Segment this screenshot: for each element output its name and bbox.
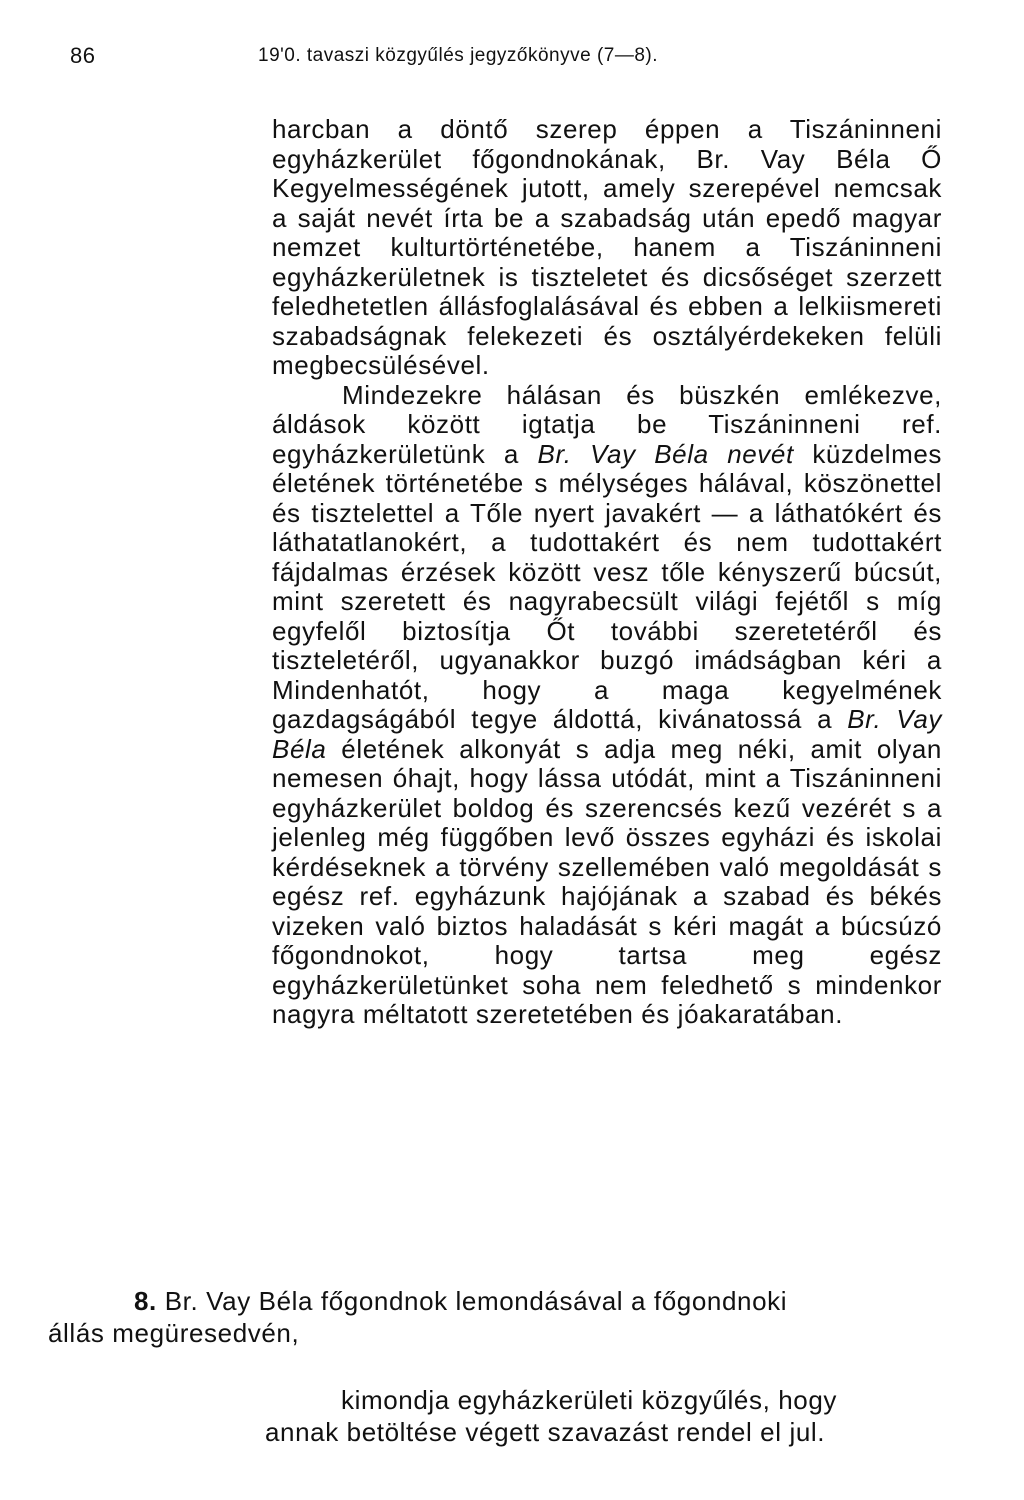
name-italic-2: Br. Vay Béla xyxy=(272,704,942,764)
resolution-line-2: annak betöltése végett szavazást rendel el jul. xyxy=(265,1417,826,1447)
paragraph-2-part-a: Mindezekre hálásan és büszkén emlékezve, áldások között igtatja be Tiszáninneni ref. egyházkerületünk a xyxy=(272,379,942,469)
section-8-line-2: állás megüresedvén, xyxy=(48,1318,300,1348)
paragraph-2-part-e: életének alkonyát s adja meg néki, amit olyan nemesen óhajt, hogy lássa utódát, mint a Tiszáninneni egyházkerület boldog és szerencsés kezű vezérét s a jelenleg még függőben levő összes egyházi és iskolai kérdéseknek a törvény szellemében való megoldását s egész ref. egyházunk hajójának a szabad és békés vizeken való biztos haladását s kéri magát a búcsúzó főgondnokot, hogy tartsa meg egész egyházkerületünket soha nem feledhető s mindenkor nagyra méltatott szeretetében és jóakaratában. xyxy=(272,733,942,1029)
paragraph-1: harcban a döntő szerep éppen a Tiszáninneni egyházkerület főgondnokának, Br. Vay Béla Ő Kegyelmességének jutott, amely szerepével nemcsak a saját nevét írta be a szabadság után epedő magyar nemzet kulturtörténetébe, hanem a Tiszáninneni egyházkerületnek is tiszteletet és dicsőséget szerzett feledhetetlen állásfoglalásával és ebben a lelkiismereti szabadságnak felekezeti és osztályérdekeken felüli megbecsülésével. xyxy=(272,114,942,380)
name-italic-1: Br. Vay Béla nevét xyxy=(537,438,794,469)
page-header xyxy=(70,40,954,72)
resolution xyxy=(265,1384,942,1448)
section-8 xyxy=(48,1285,942,1349)
section-number: 8. xyxy=(134,1286,157,1316)
section-8-text-1: Br. Vay Béla főgondnok lemondásával a főgondnoki xyxy=(164,1286,788,1316)
main-text xyxy=(272,115,942,1030)
running-title: 19'0. tavaszi közgyűlés jegyzőkönyve (7—8). xyxy=(258,45,659,66)
paragraph-2 xyxy=(272,381,942,1030)
section-8-line-1 xyxy=(48,1285,942,1317)
paragraph-2-part-c: küzdelmes életének történetébe s mélységes hálával, köszönettel és tisztelettel a Tőle nyert javakért — a láthatókért és láthatatlanokért, a tudottakért és nem tudottakért fájdalmas érzések között vesz tőle kényszerű búcsút, mint szeretett és nagyrabecsült világi fejétől s míg egyfelől biztosítja Őt további szeretetéről és tiszteletéről, ugyanakkor buzgó imádságban kéri a Mindenhatót, hogy a maga kegyelmének gazdagságából tegye áldottá, kivánatossá a xyxy=(272,438,942,734)
resolution-line-1: kimondja egyházkerületi közgyűlés, hogy xyxy=(341,1385,837,1415)
page-number: 86 xyxy=(70,43,96,68)
